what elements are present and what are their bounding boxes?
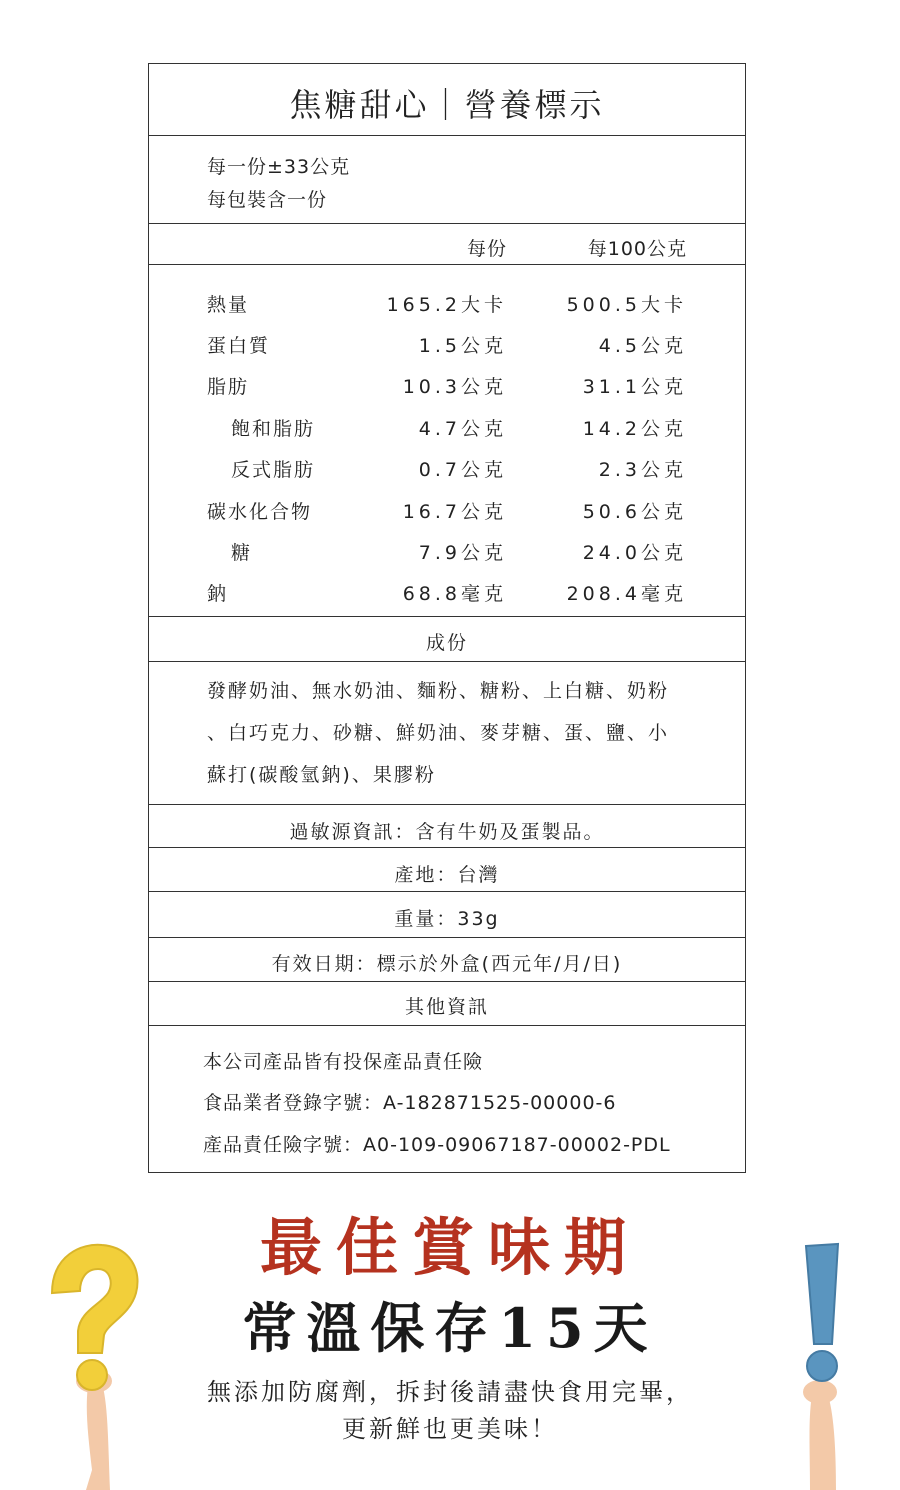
divider xyxy=(149,1025,745,1026)
nutrient-name: 脂肪 xyxy=(207,376,250,398)
preservative-note-line1: 無添加防腐劑，拆封後請盡快食用完畢， xyxy=(207,1378,693,1406)
col-header-per-100g: 每100公克 xyxy=(587,238,687,260)
preservative-note-line2: 更新鮮也更美味！ xyxy=(342,1415,558,1443)
insurance-note: 本公司產品皆有投保產品責任險 xyxy=(203,1051,484,1073)
ingredients-list xyxy=(207,670,707,796)
nutrient-per-serving: 7.9公克 xyxy=(418,542,507,564)
weight: 重量：33g xyxy=(394,908,500,930)
nutrient-per-100g: 500.5大卡 xyxy=(566,294,687,316)
nutrient-name: 蛋白質 xyxy=(207,335,271,357)
nutrient-row xyxy=(149,538,745,578)
nutrient-row xyxy=(149,331,745,371)
ingredients-heading: 成份 xyxy=(425,632,468,654)
nutrient-per-serving: 165.2大卡 xyxy=(386,294,507,316)
divider xyxy=(149,223,745,224)
nutrient-row xyxy=(149,455,745,495)
registration-number: 食品業者登錄字號：A-182871525-00000-6 xyxy=(203,1092,617,1114)
storage-subheadline: 常溫保存15天 xyxy=(242,1296,658,1360)
nutrient-per-100g: 208.4毫克 xyxy=(566,583,687,605)
liability-policy-number: 產品責任險字號：A0-109-09067187-00002-PDL xyxy=(203,1134,671,1156)
nutrient-name: 熱量 xyxy=(207,294,250,316)
nutrient-per-100g: 50.6公克 xyxy=(582,501,687,523)
expiry-date: 有效日期：標示於外盒(西元年/月/日) xyxy=(271,953,623,975)
divider xyxy=(149,981,745,982)
nutrient-per-serving: 4.7公克 xyxy=(418,418,507,440)
divider xyxy=(149,616,745,617)
origin: 產地：台灣 xyxy=(394,864,500,886)
nutrient-per-100g: 2.3公克 xyxy=(598,459,687,481)
nutrient-name: 飽和脂肪 xyxy=(231,418,316,440)
best-before-headline: 最佳賞味期 xyxy=(259,1211,640,1284)
nutrient-row xyxy=(149,372,745,412)
nutrient-row xyxy=(149,579,745,619)
servings-per-package: 每包裝含一份 xyxy=(207,189,328,211)
nutrient-name: 碳水化合物 xyxy=(207,501,313,523)
nutrition-label xyxy=(148,63,746,1173)
nutrient-row xyxy=(149,290,745,330)
nutrient-per-100g: 14.2公克 xyxy=(582,418,687,440)
divider xyxy=(149,891,745,892)
other-info-heading: 其他資訊 xyxy=(404,996,489,1018)
nutrient-per-serving: 1.5公克 xyxy=(418,335,507,357)
nutrient-name: 糖 xyxy=(231,542,253,564)
allergen-info: 過敏源資訊：含有牛奶及蛋製品。 xyxy=(289,821,605,843)
divider xyxy=(149,847,745,848)
nutrient-per-100g: 4.5公克 xyxy=(598,335,687,357)
divider xyxy=(149,661,745,662)
exclamation-mark-hand-icon xyxy=(770,1240,870,1490)
nutrient-name: 鈉 xyxy=(207,583,229,605)
divider xyxy=(149,804,745,805)
nutrient-name: 反式脂肪 xyxy=(231,459,316,481)
nutrient-per-serving: 10.3公克 xyxy=(402,376,507,398)
ingredients-line: 、白巧克力、砂糖、鮮奶油、麥芽糖、蛋、鹽、小 xyxy=(207,722,670,744)
nutrient-per-100g: 24.0公克 xyxy=(582,542,687,564)
nutrient-per-serving: 0.7公克 xyxy=(418,459,507,481)
question-mark-hand-icon xyxy=(30,1235,150,1490)
nutrient-per-100g: 31.1公克 xyxy=(582,376,687,398)
nutrient-per-serving: 16.7公克 xyxy=(402,501,507,523)
divider xyxy=(149,264,745,265)
label-title: 焦糖甜心｜營養標示 xyxy=(289,86,605,124)
ingredients-line: 蘇打(碳酸氫鈉)、果膠粉 xyxy=(207,764,436,786)
ingredients-line: 發酵奶油、無水奶油、麵粉、糖粉、上白糖、奶粉 xyxy=(207,680,670,702)
nutrient-row xyxy=(149,414,745,454)
col-header-per-serving: 每份 xyxy=(466,238,507,260)
divider xyxy=(149,135,745,136)
divider xyxy=(149,937,745,938)
serving-size: 每一份±33公克 xyxy=(207,156,351,178)
nutrient-per-serving: 68.8毫克 xyxy=(402,583,507,605)
nutrient-row xyxy=(149,497,745,537)
